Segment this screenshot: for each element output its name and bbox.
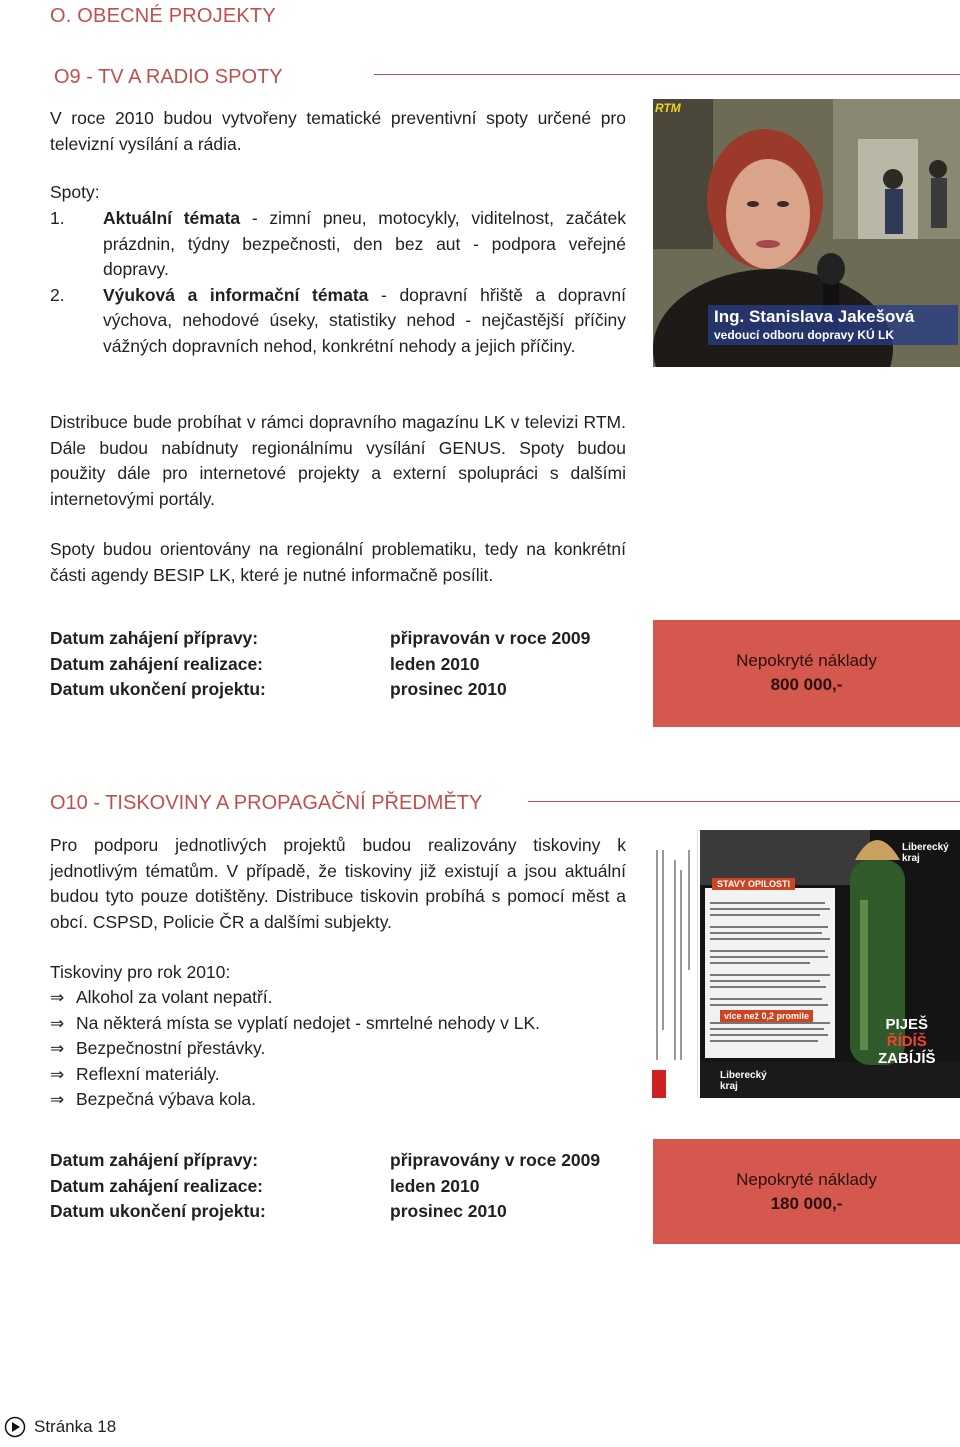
o9-title-rule	[374, 74, 960, 75]
leaflet-slogan-line: ZABÍJÍŠ	[878, 1050, 936, 1067]
list-item-text: Bezpečná výbava kola.	[76, 1089, 256, 1109]
list-item-heading: Výuková a informační témata	[103, 284, 369, 305]
o10-dates	[50, 1148, 620, 1225]
list-item-heading: Aktuální témata	[103, 208, 241, 228]
o9-spot-list	[50, 206, 626, 359]
date-label: Datum zahájení přípravy:	[50, 1150, 259, 1170]
date-value: leden 2010	[390, 653, 480, 674]
date-label: Datum ukončení projektu:	[50, 679, 266, 699]
footer	[4, 1416, 116, 1438]
tv-caption	[708, 305, 958, 345]
leaflet-slogan-line: ŘÍDÍŠ	[886, 1033, 927, 1050]
date-label: Datum zahájení realizace:	[50, 653, 263, 674]
date-row	[50, 1199, 620, 1225]
leaflet-alert: více než 0,2 promile	[720, 1010, 813, 1022]
leaflet-brand-top: Liberecký kraj	[902, 842, 949, 864]
date-row	[50, 1174, 620, 1200]
list-item	[50, 283, 626, 360]
tv-caption-role: vedoucí odboru dopravy KÚ LK	[714, 328, 895, 342]
leaflet-front	[700, 830, 960, 1098]
list-item	[50, 985, 626, 1011]
o9-dates	[50, 626, 620, 703]
date-row	[50, 677, 620, 703]
tv-caption-name: Ing. Stanislava Jakešová	[714, 307, 915, 326]
date-value: prosinec 2010	[390, 1201, 507, 1221]
cost-label: Nepokryté náklady	[736, 651, 877, 670]
cost-value: 800 000,-	[770, 675, 843, 694]
o9-intro: V roce 2010 budou vytvořeny tematické preventivní spoty určené pro televizní vysílání a rádia.	[50, 108, 626, 154]
leaflet-brand-bottom: Liberecký kraj	[720, 1070, 767, 1092]
o10-intro: Pro podporu jednotlivých projektů budou realizovány tiskoviny k jednotlivým tématům. V případě, že tiskoviny již existují a jsou aktuální budou tyto pouze dotištěny. Distribuce tiskovin probíhá s pomocí měst a obcí. CSPSD, Policie ČR a dalšími subjekty.	[50, 835, 626, 932]
list-item-number: 2.	[50, 284, 65, 305]
date-label: Datum ukončení projektu:	[50, 1201, 266, 1221]
arrow-icon: ⇒	[50, 1039, 65, 1058]
tv-channel-logo: RTM	[655, 101, 681, 115]
o10-title: O10 - TISKOVINY A PROPAGAČNÍ PŘEDMĚTY	[50, 792, 483, 814]
arrow-icon: ⇒	[50, 1013, 65, 1033]
page-title: O. OBECNÉ PROJEKTY	[50, 5, 276, 27]
list-item-text: Alkohol za volant nepatří.	[76, 987, 273, 1007]
list-item-number: 1.	[50, 208, 65, 228]
tv-interview-photo	[653, 99, 960, 367]
list-item	[50, 206, 626, 283]
leaflet-slogan-line: PIJEŠ	[885, 1016, 929, 1033]
play-icon	[4, 1416, 26, 1438]
list-item-text: Reflexní materiály.	[76, 1063, 220, 1084]
leaflet-badge: STAVY OPILOSTI	[712, 878, 795, 890]
o9-cost-box	[653, 620, 960, 727]
date-value: připravován v roce 2009	[390, 628, 591, 648]
date-label: Datum zahájení realizace:	[50, 1175, 263, 1196]
date-value: připravovány v roce 2009	[390, 1150, 601, 1170]
list-item	[50, 1062, 626, 1088]
list-item	[50, 1011, 626, 1037]
leaflet-back-side	[650, 830, 698, 1098]
date-row	[50, 626, 620, 652]
date-value: leden 2010	[390, 1175, 480, 1196]
list-item-text: - dopravní hřiště a dopravní výchova, nehodové úseky, statistiky nehod - nejčastější příčiny vážných dopravních nehod, konkrétní nehody a jejich příčiny.	[103, 284, 626, 356]
list-item-text: Bezpečnostní přestávky.	[76, 1038, 266, 1058]
list-item-text: - zimní pneu, motocykly, viditelnost, začátek prázdnin, týdny bezpečnosti, den bez aut - podpora veřejné dopravy.	[103, 208, 627, 279]
o9-distribution-paragraph: Distribuce bude probíhat v rámci dopravního magazínu LK v televizi RTM. Dále budou nabídnuty regionálnímu vysílání GENUS. Spoty budou použity dále pro internetové projekty a externí spolupráci s dalšími internetovými portály.	[50, 412, 626, 509]
date-row	[50, 1148, 620, 1174]
arrow-icon: ⇒	[50, 1064, 65, 1084]
list-item-text: Na některá místa se vyplatí nedojet - smrtelné nehody v LK.	[76, 1012, 540, 1033]
date-row	[50, 652, 620, 678]
o9-title: O9 - TV A RADIO SPOTY	[54, 66, 283, 88]
o10-cost-box	[653, 1139, 960, 1244]
o9-spots-label: Spoty:	[50, 182, 100, 202]
arrow-icon: ⇒	[50, 1090, 65, 1109]
leaflet-slogan	[878, 1016, 936, 1067]
o10-leaflet-list	[50, 985, 626, 1113]
leaflet-image	[650, 830, 960, 1098]
arrow-icon: ⇒	[50, 988, 65, 1007]
o10-title-rule	[528, 801, 960, 802]
list-item	[50, 1036, 626, 1062]
cost-label: Nepokryté náklady	[736, 1170, 877, 1189]
list-item	[50, 1087, 626, 1113]
date-value: prosinec 2010	[390, 679, 507, 699]
o10-list-label: Tiskoviny pro rok 2010:	[50, 962, 231, 982]
date-label: Datum zahájení přípravy:	[50, 628, 259, 648]
page-number: Stránka 18	[34, 1417, 117, 1436]
cost-value: 180 000,-	[770, 1194, 843, 1213]
o9-orientation-paragraph: Spoty budou orientovány na regionální problematiku, tedy na konkrétní části agendy BESIP LK, které je nutné informačně posílit.	[50, 539, 626, 585]
